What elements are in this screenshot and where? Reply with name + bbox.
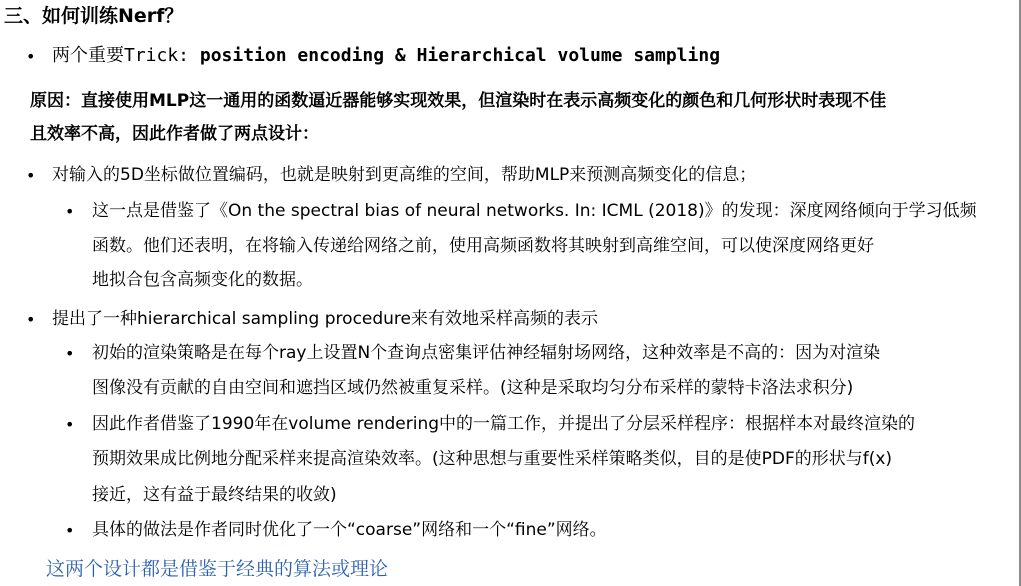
trick-names: position encoding & Hierarchical volume sampling	[199, 45, 721, 66]
bullet-icon: •	[26, 310, 36, 329]
point2-sub1-line1: 初始的渲染策略是在每个ray上设置N个查询点密集评估神经辐射场网络，这种效率是不高的：因为对渲染	[92, 343, 881, 363]
point1-sub1-line1: 这一点是借鉴了《On the spectral bias of neural networks. In: ICML (2018)》的发现：深度网络倾向于学习低频	[92, 201, 977, 221]
footer-note: 这两个设计都是借鉴于经典的算法或理论	[46, 558, 389, 580]
point1-sub1-line3: 地拟合包含高频变化的数据。	[92, 270, 313, 290]
reason-line-1: 原因：直接使用MLP这一通用的函数逼近器能够实现效果，但渲染时在表示高频变化的颜色和几何形状时表现不佳	[30, 91, 887, 111]
bullet-icon: •	[65, 202, 75, 221]
point1-sub1-line2: 函数。他们还表明，在将输入传递给网络之前，使用高频函数将其映射到高维空间，可以使深度网络更好	[92, 236, 874, 256]
point2-sub3-line1: 具体的做法是作者同时优化了一个“coarse”网络和一个“fine”网络。	[92, 520, 607, 540]
section-title: 三、如何训练Nerf？	[4, 5, 184, 27]
trick-prefix: 两个重要Trick:	[52, 45, 200, 66]
point2-sub1-line2: 图像没有贡献的自由空间和遮挡区域仍然被重复采样。(这种是采取均匀分布采样的蒙特卡洛法求积分)	[92, 378, 854, 398]
trick-line	[52, 45, 720, 67]
point2-sub2-line2: 预期效果成比例地分配采样来提高渲染效率。(这种思想与重要性采样策略类似，目的是使PDF的形状与f(x)	[92, 449, 893, 469]
point2-text: 提出了一种hierarchical sampling procedure来有效地采样高频的表示	[52, 309, 599, 329]
bullet-icon: •	[65, 521, 75, 540]
point2-sub2-line3: 接近，这有益于最终结果的收敛)	[92, 485, 337, 505]
reason-line-2: 且效率不高，因此作者做了两点设计：	[30, 124, 319, 144]
bullet-icon: •	[26, 47, 36, 66]
bullet-icon: •	[26, 166, 36, 185]
bullet-icon: •	[65, 344, 75, 363]
bullet-icon: •	[65, 415, 75, 434]
point2-sub2-line1: 因此作者借鉴了1990年在volume rendering中的一篇工作，并提出了分层采样程序：根据样本对最终渲染的	[92, 414, 916, 434]
point1-text: 对输入的5D坐标做位置编码，也就是映射到更高维的空间，帮助MLP来预测高频变化的信息；	[52, 165, 757, 185]
